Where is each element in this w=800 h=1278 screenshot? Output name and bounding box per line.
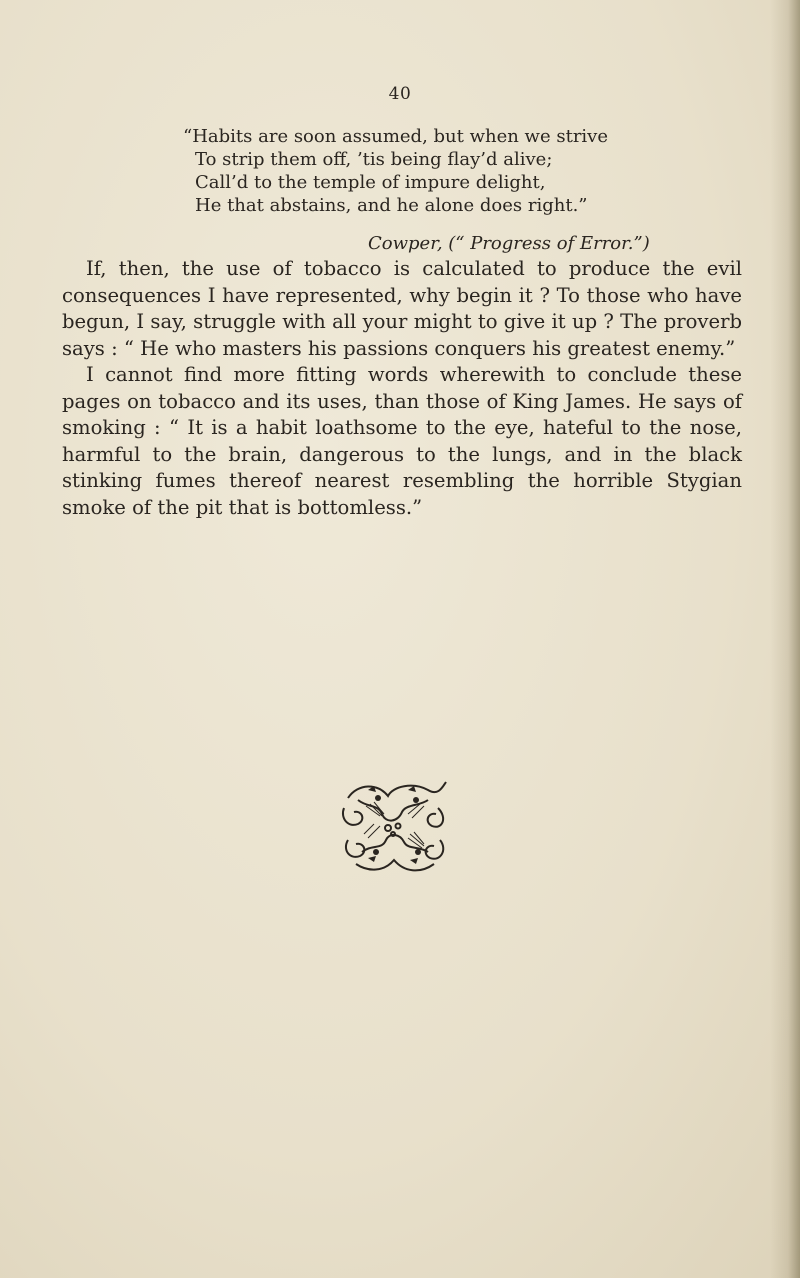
page-edge-shadow [770, 0, 800, 1278]
page-number: 40 [388, 84, 412, 104]
body-text [62, 256, 742, 521]
paragraph: If, then, the use of tobacco is calculated to produce the evil consequences I have represented, why begin it ? To those who have begun, I say, struggle with all your might to give it up ? The proverb says : “ He who masters his passions conquers his greatest enemy.” [62, 257, 742, 360]
verse-line: “Habits are soon assumed, but when we strive [183, 126, 608, 147]
floral-tailpiece-ornament-icon [338, 778, 450, 876]
verse-attribution: Cowper, (“ Progress of Error.”) [368, 233, 650, 254]
verse-line: He that abstains, and he alone does right.” [195, 195, 588, 216]
verse-line: Call’d to the temple of impure delight, [195, 172, 546, 193]
verse-line: To strip them off, ’tis being flay’d alive; [195, 149, 553, 170]
verse-quotation [183, 125, 635, 217]
paragraph: I cannot find more fitting words wherewith to conclude these pages on tobacco and its uses, than those of King James. He says of smoking : “ It is a habit loathsome to the eye, hateful to the nose, harmful to the brain, dangerous to the lungs, and in the black stinking fumes thereof nearest resembling the horrible Stygian smoke of the pit that is bottomless.” [62, 363, 742, 519]
